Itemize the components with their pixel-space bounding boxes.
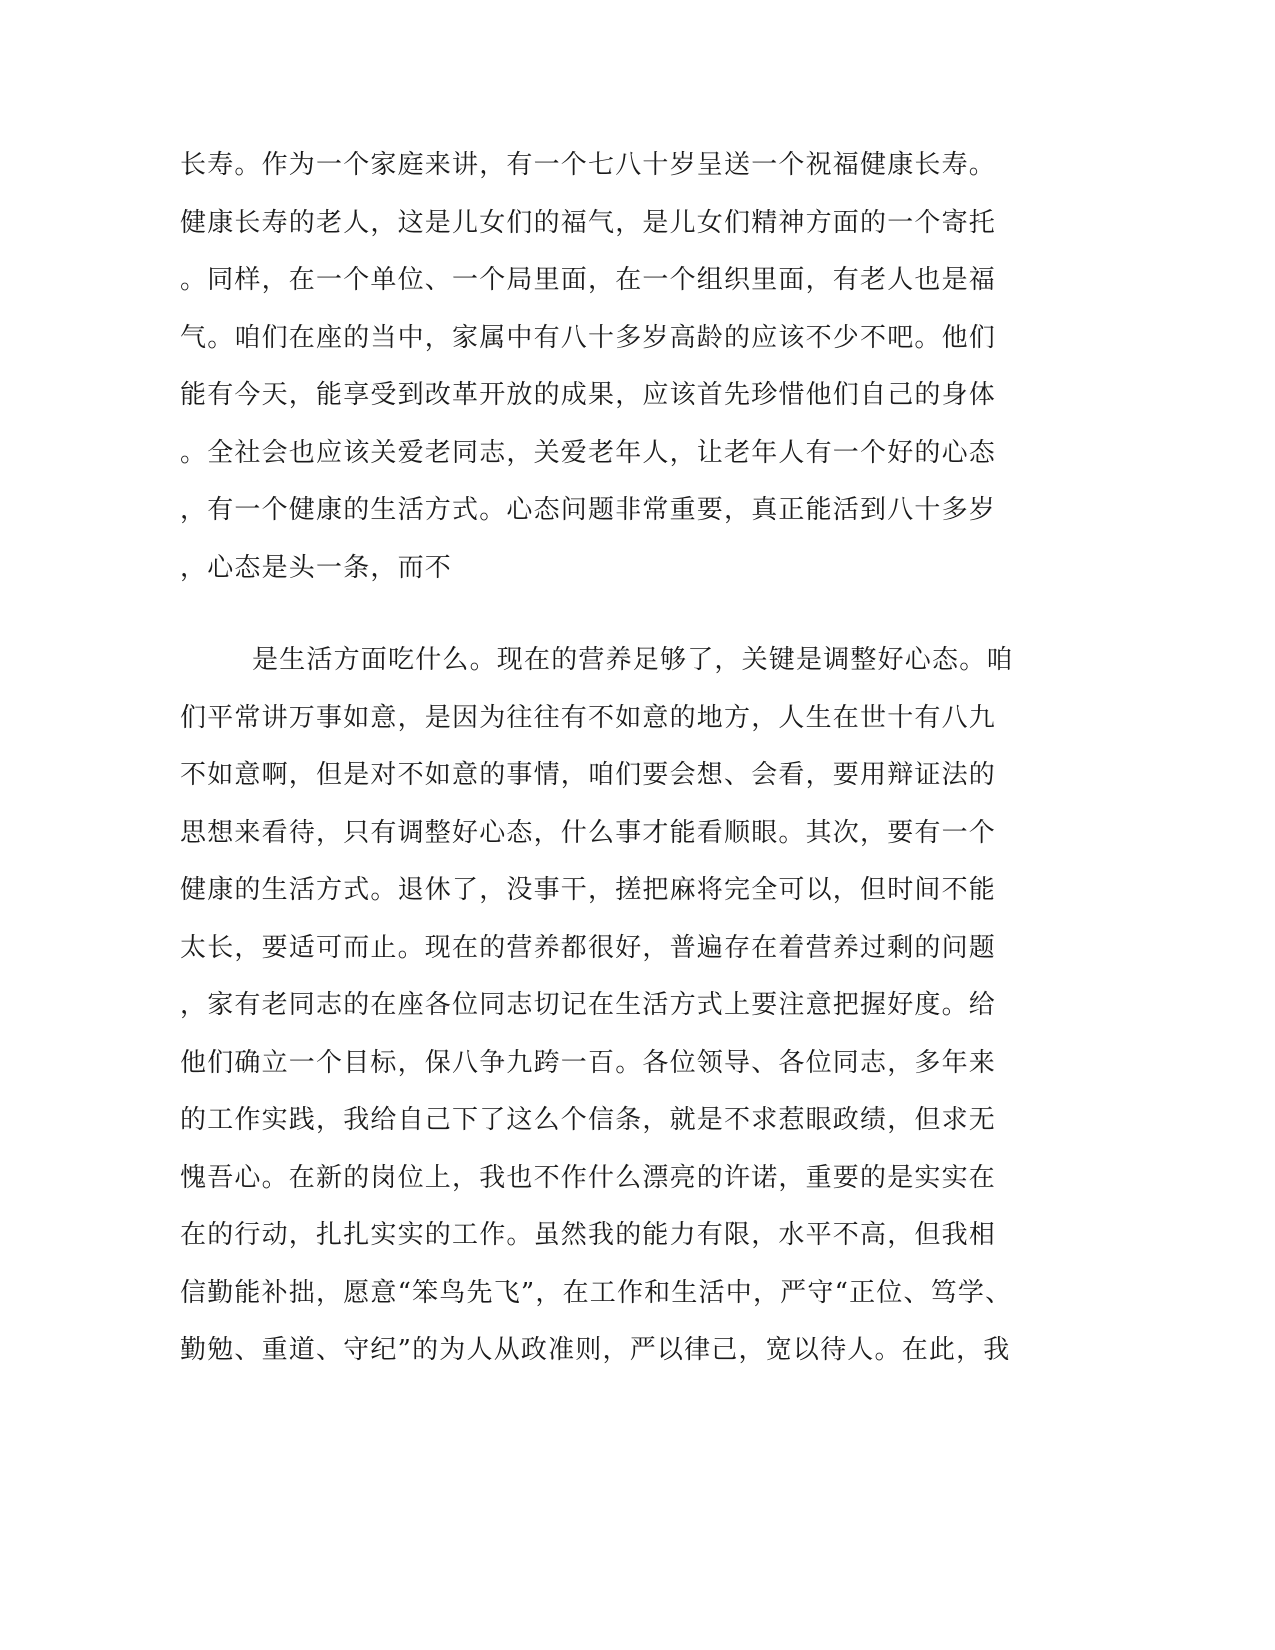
paragraph-line: 。同样，在一个单位、一个局里面，在一个组织里面，有老人也是福 [180,265,997,295]
paragraph-1 [180,137,1040,597]
paragraph-2 [180,632,1040,1380]
paragraph-line: 气。咱们在座的当中，家属中有八十多岁高龄的应该不少不吧。他们 [180,322,997,353]
paragraph-line: 们平常讲万事如意，是因为往往有不如意的地方，人生在世十有八九 [180,702,997,733]
paragraph-line: 在的行动，扎扎实实的工作。虽然我的能力有限，水平不高，但我相 [180,1220,997,1250]
paragraph-line: 健康的生活方式。退休了，没事干，搓把麻将完全可以，但时间不能 [180,875,997,905]
paragraph-first-line: 是生活方面吃什么。现在的营养足够了，关键是调整好心态。咱 [252,645,1014,675]
paragraph-line: 信勤能补拙，愿意“笨鸟先飞”，在工作和生活中，严守“正位、笃学、 [180,1277,1013,1308]
paragraph-line: ，家有老同志的在座各位同志切记在生活方式上要注意把握好度。给 [180,990,997,1020]
paragraph-line: 的工作实践，我给自己下了这么个信条，就是不求惹眼政绩，但求无 [180,1105,997,1135]
paragraph-line: 长寿。作为一个家庭来讲，有一个七八十岁呈送一个祝福健康长寿。 [180,150,997,180]
paragraph-line: 勤勉、重道、守纪”的为人从政准则，严以律己，宽以待人。在此，我 [180,1335,1011,1365]
paragraph-line: ，有一个健康的生活方式。心态问题非常重要，真正能活到八十多岁 [180,495,997,525]
paragraph-line: 愧吾心。在新的岗位上，我也不作什么漂亮的许诺，重要的是实实在 [180,1162,997,1193]
paragraph-line: ，心态是头一条，而不 [180,552,453,583]
paragraph-line: 健康长寿的老人，这是儿女们的福气，是儿女们精神方面的一个寄托 [180,207,997,238]
paragraph-line: 能有今天，能享受到改革开放的成果，应该首先珍惜他们自己的身体 [180,380,997,410]
paragraph-line: 。全社会也应该关爱老同志，关爱老年人，让老年人有一个好的心态 [180,437,997,468]
paragraph-line: 不如意啊，但是对不如意的事情，咱们要会想、会看，要用辩证法的 [180,760,997,790]
paragraph-line: 思想来看待，只有调整好心态，什么事才能看顺眼。其次，要有一个 [180,817,997,848]
paragraph-line: 太长，要适可而止。现在的营养都很好，普遍存在着营养过剩的问题 [180,932,997,963]
paragraph-line: 他们确立一个目标，保八争九跨一百。各位领导、各位同志，多年来 [180,1047,997,1078]
